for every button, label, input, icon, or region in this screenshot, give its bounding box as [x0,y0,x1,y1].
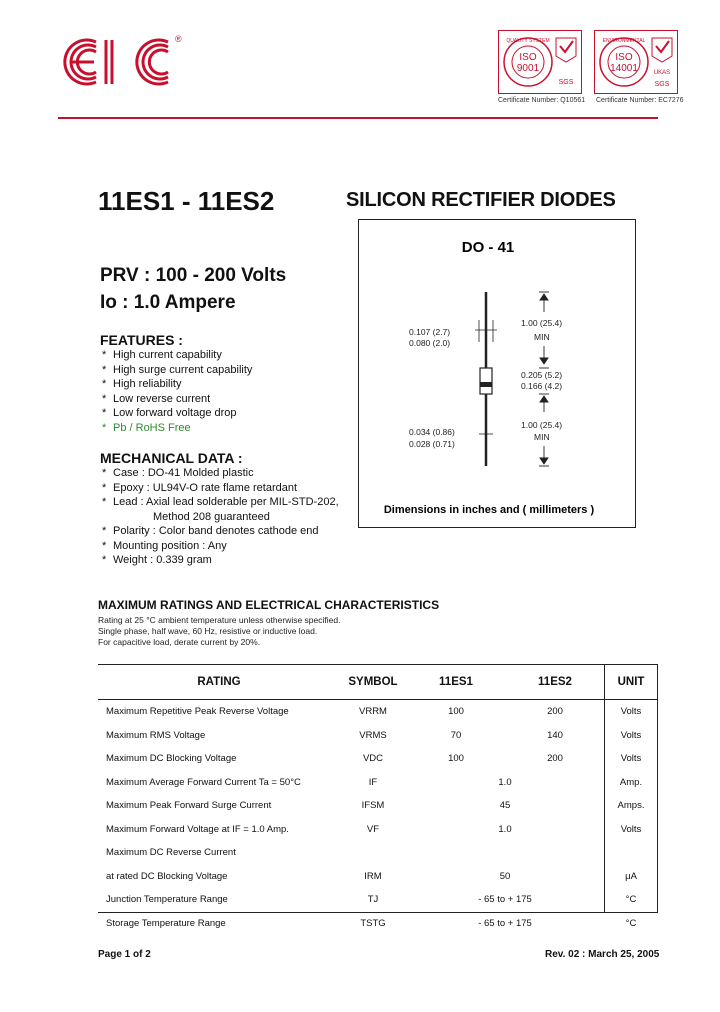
col-symbol: SYMBOL [340,665,406,700]
table-row: Maximum Repetitive Peak Reverse Voltage VRRM 100 200 Volts [106,706,642,718]
table-row: Maximum Peak Forward Surge Current IFSM 45 Amps. [106,800,645,812]
col-rating: RATING [98,665,340,700]
cert1-number: 9001 [516,63,540,74]
list-item: * Low forward voltage drop [102,407,237,419]
table-row: Maximum DC Blocking Voltage VDC 100 200 Volts [106,753,642,765]
cert2-standard: ISO [615,52,633,63]
list-item: * High reliability [102,378,182,390]
table-header-row [98,665,658,700]
list-item: * Low reverse current [102,392,211,405]
list-item-continuation: Method 208 guaranteed [153,510,270,523]
package-outline-box [358,219,636,528]
cert1-ring-text: QUALITY SYSTEM [506,38,550,44]
dim-lead-top: 1.00 (25.4) [521,318,563,328]
prv-spec: PRV : 100 - 200 Volts [100,265,287,286]
eic-logo-mark [62,36,174,88]
cert1-standard: ISO [519,52,537,63]
cert2-ring-text: ENVIRONMENTAL [602,38,646,44]
dim-wire-max: 0.034 (0.86) [409,427,455,437]
page-number: Page 1 of 2 [98,949,151,960]
dim-lead-bottom: 1.00 (25.4) [521,420,563,430]
features-heading: FEATURES : [100,332,183,348]
list-item: * Weight : 0.339 gram [102,554,212,566]
diode-body [480,368,492,394]
ratings-heading: MAXIMUM RATINGS AND ELECTRICAL CHARACTERISTICS [98,598,440,612]
cert2-body: UKAS [653,70,671,76]
table-row: Maximum Forward Voltage at IF = 1.0 Amp. VF 1.0 Volts [106,823,642,835]
dim-band-min: 0.080 (2.0) [409,338,451,348]
col-11es2: 11ES2 [506,665,604,700]
dim-band-max: 0.107 (2.7) [409,327,451,337]
table-row: Storage Temperature Range TSTG - 65 to + 175 °C [106,917,637,929]
mechanical-list [100,466,339,568]
table-row: Maximum Average Forward Current Ta = 50°C IF 1.0 Amp. [106,776,643,788]
ratings-notes [98,615,340,648]
min-bottom: MIN [534,432,550,442]
eic-logo [62,36,174,93]
dimensions-caption: Dimensions in inches and ( millimeters ) [383,504,595,516]
io-spec: Io : 1.0 Ampere [100,292,236,313]
features-list [100,348,252,435]
note-line: For capacitive load, derate current by 20%. [98,637,261,647]
col-unit: UNIT [604,665,658,700]
list-item: * High current capability [102,349,222,361]
cert2-number: 14001 [610,63,638,74]
iso-14001-certificate [594,30,678,94]
table-row: at rated DC Blocking Voltage IRM 50 μA [106,870,637,882]
cathode-band [480,382,492,387]
table-row: Junction Temperature Range TJ - 65 to + 175 °C [106,894,637,906]
part-numbers: 11ES1 - 11ES2 [98,186,275,216]
revision-date: Rev. 02 : March 25, 2005 [545,949,660,960]
iso-9001-certificate [498,30,582,94]
min-top: MIN [534,332,550,342]
list-item: * Case : DO-41 Molded plastic [102,467,254,479]
list-item: * Polarity : Color band denotes cathode end [102,525,319,537]
table-row: Maximum RMS Voltage VRMS 70 140 Volts [106,729,642,741]
note-line: Single phase, half wave, 60 Hz, resistive or inductive load. [98,626,318,636]
cert1-number-label: Certificate Number: Q10561 [498,97,586,104]
pb-free-item: * Pb / RoHS Free [102,421,191,434]
dim-wire-min: 0.028 (0.71) [409,439,455,449]
list-item: * High surge current capability [102,363,253,376]
ratings-table [98,665,658,935]
table-row: Maximum DC Reverse Current [106,847,236,859]
header-rule [58,117,658,119]
list-item: * Lead : Axial lead solderable per MIL-STD-202, [102,496,339,508]
cert1-seal: SGS [558,79,574,86]
package-name: DO - 41 [461,239,515,256]
dim-body-min: 0.166 (4.2) [521,381,563,391]
registered-mark: ® [175,34,182,44]
do41-drawing [359,220,635,527]
cert2-number-label: Certificate Number: EC7276 [596,97,684,104]
list-item: * Mounting position : Any [102,539,227,552]
cert2-seal: SGS [654,81,670,88]
note-line: Rating at 25 °C ambient temperature unless otherwise specified. [98,615,341,625]
dim-body-max: 0.205 (5.2) [521,370,563,380]
col-11es1: 11ES1 [406,665,506,700]
mechanical-heading: MECHANICAL DATA : [100,450,243,466]
product-description: SILICON RECTIFIER DIODES [346,189,616,211]
list-item: * Epoxy : UL94V-O rate flame retardant [102,481,298,494]
